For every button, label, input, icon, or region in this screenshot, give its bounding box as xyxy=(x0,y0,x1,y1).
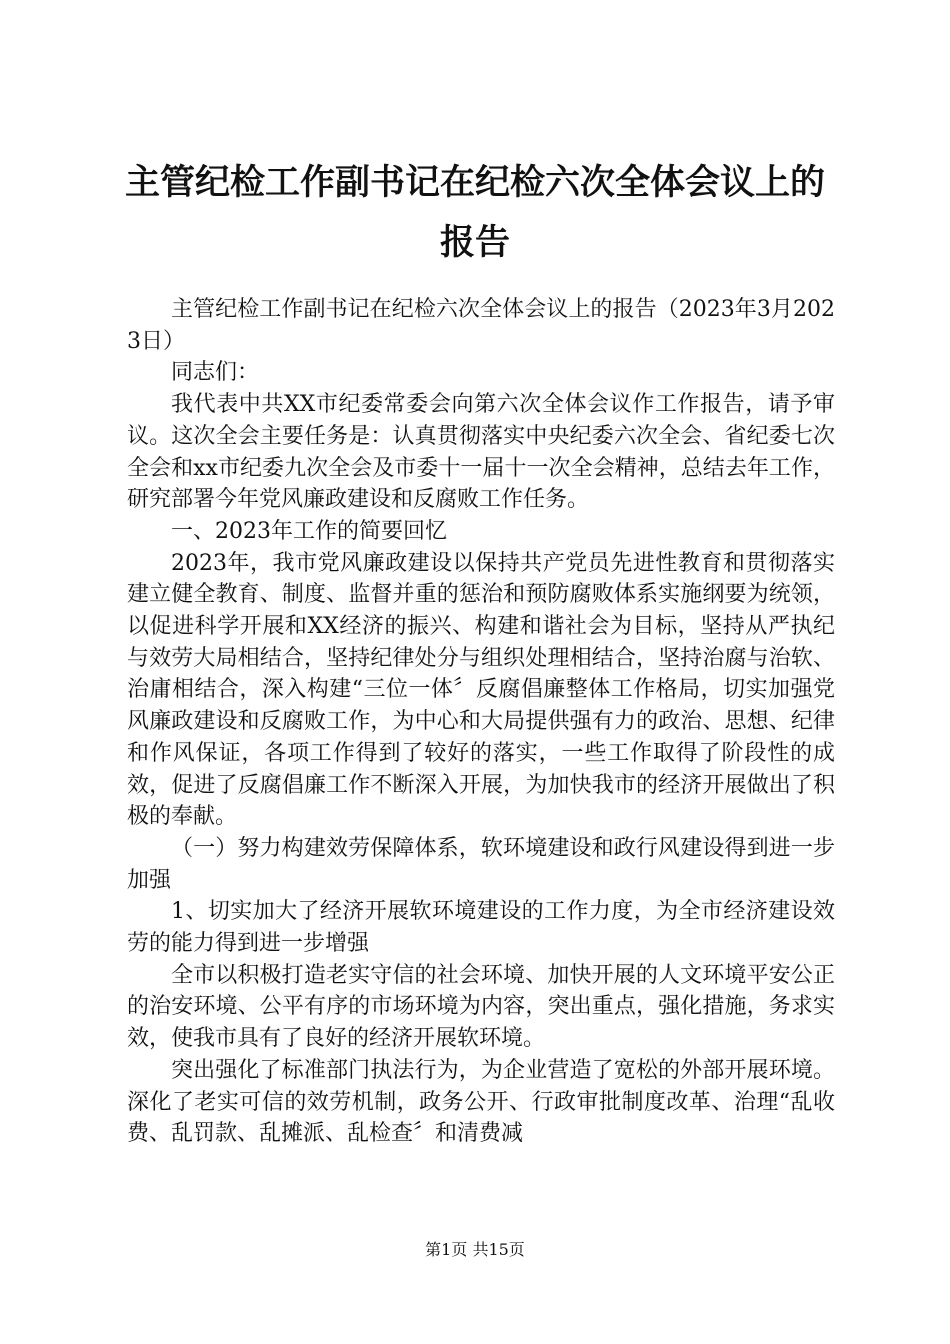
document-title-line-2: 报告 xyxy=(439,223,510,263)
paragraph-enforcement: 突出强化了标准部门执法行为，为企业营造了宽松的外部开展环境。深化了老实可信的效劳机制，政务公开、行政审批制度改革、治理“乱收费、乱罚款、乱摊派、乱检查〞和清费减 xyxy=(127,1057,835,1147)
subsection-heading-1: （一）努力构建效劳保障体系，软环境建设和政行风建设得到进一步加强 xyxy=(127,835,835,893)
paragraph-salutation: 同志们： xyxy=(171,360,260,386)
item-heading-1: 1、切实加大了经济开展软环境建设的工作力度，为全市经济建设效劳的能力得到进一步增强 xyxy=(127,899,835,957)
paragraph-subtitle: 主管纪检工作副书记在纪检六次全体会议上的报告（2023年3月2023日） xyxy=(127,297,835,354)
section-heading-1: 一、2023年工作的简要回忆 xyxy=(171,518,447,544)
paragraph-intro: 我代表中共XX市纪委常委会向第六次全体会议作工作报告，请予审议。这次全会主要任务是：认真贯彻落实中央纪委六次全会、省纪委七次全会和xx市纪委九次全会及市委十一届十一次全会精神，总结去年工作，研究部署今年党风廉政建设和反腐败工作任务。 xyxy=(127,392,835,513)
paragraph-review: 2023年，我市党风廉政建设以保持共产党员先进性教育和贯彻落实建立健全教育、制度、监督并重的惩治和预防腐败体系实施纲要为统领，以促进科学开展和XX经济的振兴、构建和谐社会为目标，坚持从严执纪与效劳大局相结合，坚持纪律处分与组织处理相结合，坚持治腐与治软、治庸相结合，深入构建“三位一体〞反腐倡廉整体工作格局，切实加强党风廉政建设和反腐败工作，为中心和大局提供强有力的政治、思想、纪律和作风保证，各项工作得到了较好的落实，一些工作取得了阶段性的成效，促进了反腐倡廉工作不断深入开展，为加快我市的经济开展做出了积极的奉献。 xyxy=(127,550,835,830)
paragraph-environment: 全市以积极打造老实守信的社会环境、加快开展的人文环境平安公正的治安环境、公平有序的市场环境为内容，突出重点，强化措施，务求实效，使我市具有了良好的经济开展软环境。 xyxy=(127,962,835,1052)
document-body xyxy=(127,294,835,1150)
page-footer: 第1页 共15页 xyxy=(425,1240,525,1259)
document-title-line-1: 主管纪检工作副书记在纪检六次全体会议上的 xyxy=(124,163,825,203)
